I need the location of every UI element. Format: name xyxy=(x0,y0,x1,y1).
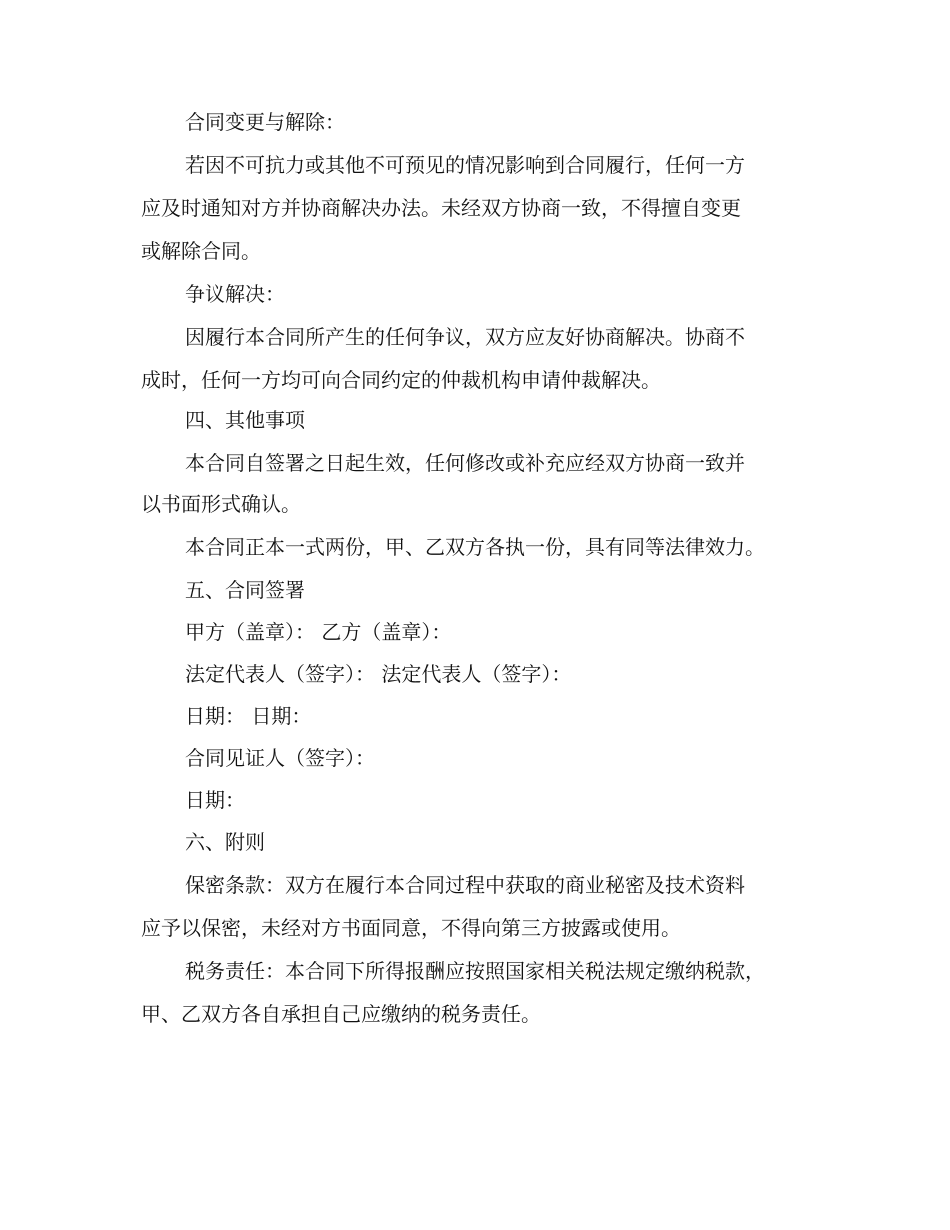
signature-representative-line: 法定代表人（签字）： 法定代表人（签字）： xyxy=(185,662,572,686)
signature-date-line: 日期： 日期： xyxy=(185,704,312,728)
paragraph-effective-line-2: 以书面形式确认。 xyxy=(141,492,301,516)
section-heading-signing: 五、合同签署 xyxy=(185,578,305,602)
paragraph-tax-line-1: 税务责任：本合同下所得报酬应按照国家相关税法规定缴纳税款， xyxy=(185,959,765,983)
section-heading-other-matters: 四、其他事项 xyxy=(185,408,305,432)
paragraph-dispute-line-1: 因履行本合同所产生的任何争议，双方应友好协商解决。协商不 xyxy=(185,325,745,349)
paragraph-tax-line-2: 甲、乙双方各自承担自己应缴纳的税务责任。 xyxy=(141,1002,541,1026)
section-heading-supplementary: 六、附则 xyxy=(185,830,265,854)
paragraph-effective-line-1: 本合同自签署之日起生效，任何修改或补充应经双方协商一致并 xyxy=(185,451,745,475)
paragraph-force-majeure-line-2: 应及时通知对方并协商解决办法。未经双方协商一致，不得擅自变更 xyxy=(141,196,741,220)
heading-contract-change: 合同变更与解除： xyxy=(185,110,345,134)
heading-dispute-resolution: 争议解决： xyxy=(185,282,285,306)
signature-seal-line: 甲方（盖章）： 乙方（盖章）： xyxy=(185,620,452,644)
witness-signature-line: 合同见证人（签字）： xyxy=(185,746,375,770)
paragraph-force-majeure-line-1: 若因不可抗力或其他不可预见的情况影响到合同履行，任何一方 xyxy=(185,153,745,177)
paragraph-dispute-line-2: 成时，任何一方均可向合同约定的仲裁机构申请仲裁解决。 xyxy=(141,368,661,392)
witness-date-line: 日期： xyxy=(185,788,245,812)
paragraph-confidentiality-line-2: 应予以保密，未经对方书面同意，不得向第三方披露或使用。 xyxy=(141,916,681,940)
paragraph-copies: 本合同正本一式两份，甲、乙双方各执一份，具有同等法律效力。 xyxy=(185,535,765,559)
paragraph-force-majeure-line-3: 或解除合同。 xyxy=(141,239,261,263)
paragraph-confidentiality-line-1: 保密条款：双方在履行本合同过程中获取的商业秘密及技术资料 xyxy=(185,873,745,897)
